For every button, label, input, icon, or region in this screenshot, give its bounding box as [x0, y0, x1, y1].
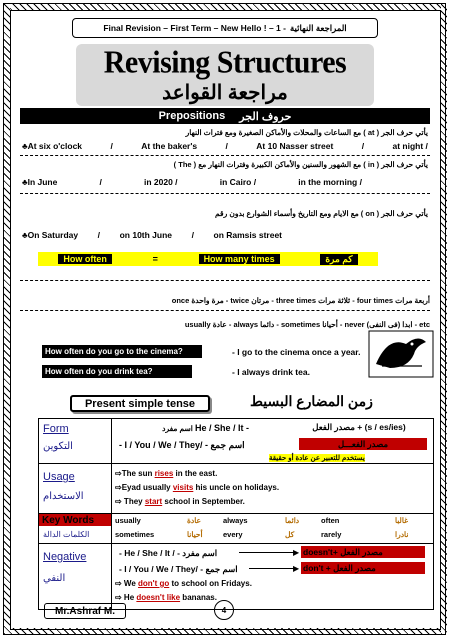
page-title-ar: مراجعة القواعد	[162, 82, 288, 104]
answer-1: - I go to the cinema once a year.	[232, 347, 361, 357]
usage-text: ⇨The sun	[115, 469, 155, 478]
negative-text: to school on Fridays.	[169, 579, 252, 588]
negative-text: ⇨ We	[115, 579, 139, 588]
form-note: يستخدم للتعبير عن عادة أو حقيقة	[269, 455, 365, 462]
usage-label: Usage	[43, 471, 75, 483]
divider	[20, 155, 430, 156]
table-divider	[111, 419, 112, 609]
present-simple-heading: Present simple tense	[70, 395, 210, 412]
separator: /	[191, 230, 194, 240]
example-on-3: on Ramsis street	[213, 230, 282, 240]
form-label: Form	[43, 423, 69, 435]
example-in-3: in Cairo /	[219, 177, 257, 187]
form-row-2-subject: - I / You / We / They/ - اسم جمع	[119, 440, 245, 450]
how-many-times-label: How many times	[199, 254, 280, 264]
frequency-line-1-ar: أربعة مرات	[395, 296, 430, 305]
negative-row-1-verb: doesn't+ مصدر الفعل	[301, 546, 425, 558]
form-row-2-verb: مصدر الفعـــل	[299, 438, 427, 450]
rule-on: يأتي حرف الجر ( on ) مع الايام ومع التاريخ وأسماء الشوارع بدون رقم	[215, 209, 428, 218]
separator: /	[97, 230, 101, 240]
usage-text: ⇨Eyad usually	[115, 483, 173, 492]
answer-2: - I always drink tea.	[232, 367, 310, 377]
negative-text: bananas.	[180, 593, 217, 602]
prepositions-heading	[20, 108, 430, 124]
negative-label-ar: النفي	[43, 573, 66, 584]
keyword-ar: دائما	[285, 516, 300, 525]
keyword: often	[321, 516, 340, 525]
keyword-ar: عادة	[187, 516, 202, 525]
negative-row-2: - I / You / We / They/ - اسم جمع	[119, 564, 238, 574]
negative-text: ⇨ He	[115, 593, 137, 602]
header-text: Final Revision – First Term – New Hello ! – 1 -	[103, 23, 286, 33]
prepositions-heading-en: Prepositions	[158, 110, 226, 122]
usage-key-verb: visits	[172, 483, 194, 492]
arrow-right-icon	[239, 552, 297, 553]
divider	[20, 193, 430, 194]
arrow-right-icon	[249, 568, 297, 569]
present-simple-heading-ar: زمن المضارع البسيط	[250, 393, 373, 409]
author-name: Mr.Ashraf M.	[44, 603, 126, 619]
keyword-ar: غالبا	[395, 516, 409, 525]
how-often-ar: كم مرة	[320, 254, 357, 265]
present-simple-table	[38, 418, 434, 610]
usage-example-2	[115, 483, 279, 492]
form-row-1-ar: اسم مفرد	[162, 424, 193, 433]
usage-label-ar: الاستخدام	[43, 491, 84, 502]
header-text-ar: المراجعة النهائية	[289, 22, 347, 33]
keyword: every	[223, 530, 243, 539]
question-1: How often do you go to the cinema?	[42, 345, 202, 358]
negative-example-1	[115, 579, 252, 588]
examples-in	[22, 177, 362, 187]
form-row-1-subj: He / She / It -	[194, 423, 249, 433]
usage-example-1	[115, 469, 217, 478]
example-in-2: in 2020 /	[144, 177, 178, 187]
prepositions-heading-ar: حروف الجر	[239, 110, 292, 123]
form-row-1-subject	[119, 423, 249, 433]
question-2: How often do you drink tea?	[42, 365, 192, 378]
separator: /	[110, 141, 113, 151]
negative-example-2	[115, 593, 217, 602]
rule-in: يأتي حرف الجر ( in ) مع الشهور والسنين والأماكن الكبيرة وفترات النهار مع ( The )	[173, 160, 428, 169]
bird-logo-icon	[368, 330, 434, 378]
how-often-label: How often	[58, 254, 112, 264]
keyword-ar: أحيانا	[187, 530, 203, 539]
example-in-1: ♣In June	[22, 177, 58, 187]
example-at-1: ♣At six o'clock	[22, 141, 83, 151]
example-at-2: At the baker's	[141, 141, 198, 151]
page-header	[72, 18, 378, 38]
keyword: rarely	[321, 530, 342, 539]
keyword: always	[223, 516, 248, 525]
example-on-1: ♣On Saturday	[22, 230, 79, 240]
separator: /	[361, 141, 365, 151]
examples-on	[22, 230, 282, 240]
rule-at: يأتي حرف الجر ( at ) مع الساعات والمحلات والأماكن الصغيرة ومع فترات النهار	[185, 128, 428, 137]
negative-key-verb: doesn't like	[136, 593, 181, 602]
form-row-1-verb: مصدر الفعل + (s / es/ies)	[312, 422, 406, 432]
frequency-line-1-text: four times - ثلاثة مرات three times - مرتان twice - مرة واحدة once	[171, 296, 394, 305]
negative-row-2-verb: don't + مصدر الفعل	[301, 562, 425, 574]
example-in-4: in the morning /	[298, 177, 362, 187]
usage-text: in the east.	[173, 469, 218, 478]
arrow-head-icon: ▶	[293, 564, 300, 573]
equals-sign: =	[152, 254, 158, 264]
example-at-4: at night /	[392, 141, 428, 151]
usage-example-3	[115, 497, 245, 506]
usage-key-verb: start	[144, 497, 163, 506]
keyword: usually	[115, 516, 141, 525]
page-number: 4	[214, 600, 234, 620]
negative-label: Negative	[43, 551, 87, 563]
keyword-ar: نادرا	[395, 530, 409, 539]
table-divider	[39, 543, 433, 544]
separator: /	[99, 177, 102, 187]
usage-text: school in September.	[162, 497, 245, 506]
usage-text: his uncle on holidays.	[193, 483, 280, 492]
keywords-label-ar: الكلمات الدالة	[43, 530, 90, 539]
keywords-label: Key Words	[42, 515, 95, 526]
keyword-ar: كل	[285, 530, 295, 539]
keyword: sometimes	[115, 530, 155, 539]
table-divider	[39, 463, 433, 464]
how-often-banner	[38, 252, 378, 266]
frequency-line-1	[20, 296, 430, 305]
negative-key-verb: don't go	[138, 579, 170, 588]
examples-at	[22, 141, 428, 151]
divider	[20, 280, 430, 281]
usage-text: ⇨ They	[115, 497, 145, 506]
form-label-ar: التكوين	[43, 441, 73, 452]
page-title: Revising Structures	[103, 45, 347, 80]
separator: /	[225, 141, 228, 151]
negative-row-1: - He / She / It / - اسم مفرد	[119, 548, 218, 558]
arrow-head-icon: ▶	[293, 548, 300, 557]
example-on-2: on 10th June	[119, 230, 173, 240]
usage-key-verb: rises	[154, 469, 174, 478]
example-at-3: At 10 Nasser street	[256, 141, 334, 151]
divider	[20, 310, 430, 311]
frequency-line-2: etc - ابدا (فى النفى) never - أحيانا sometimes - دائما always - عادة usually	[184, 320, 430, 329]
